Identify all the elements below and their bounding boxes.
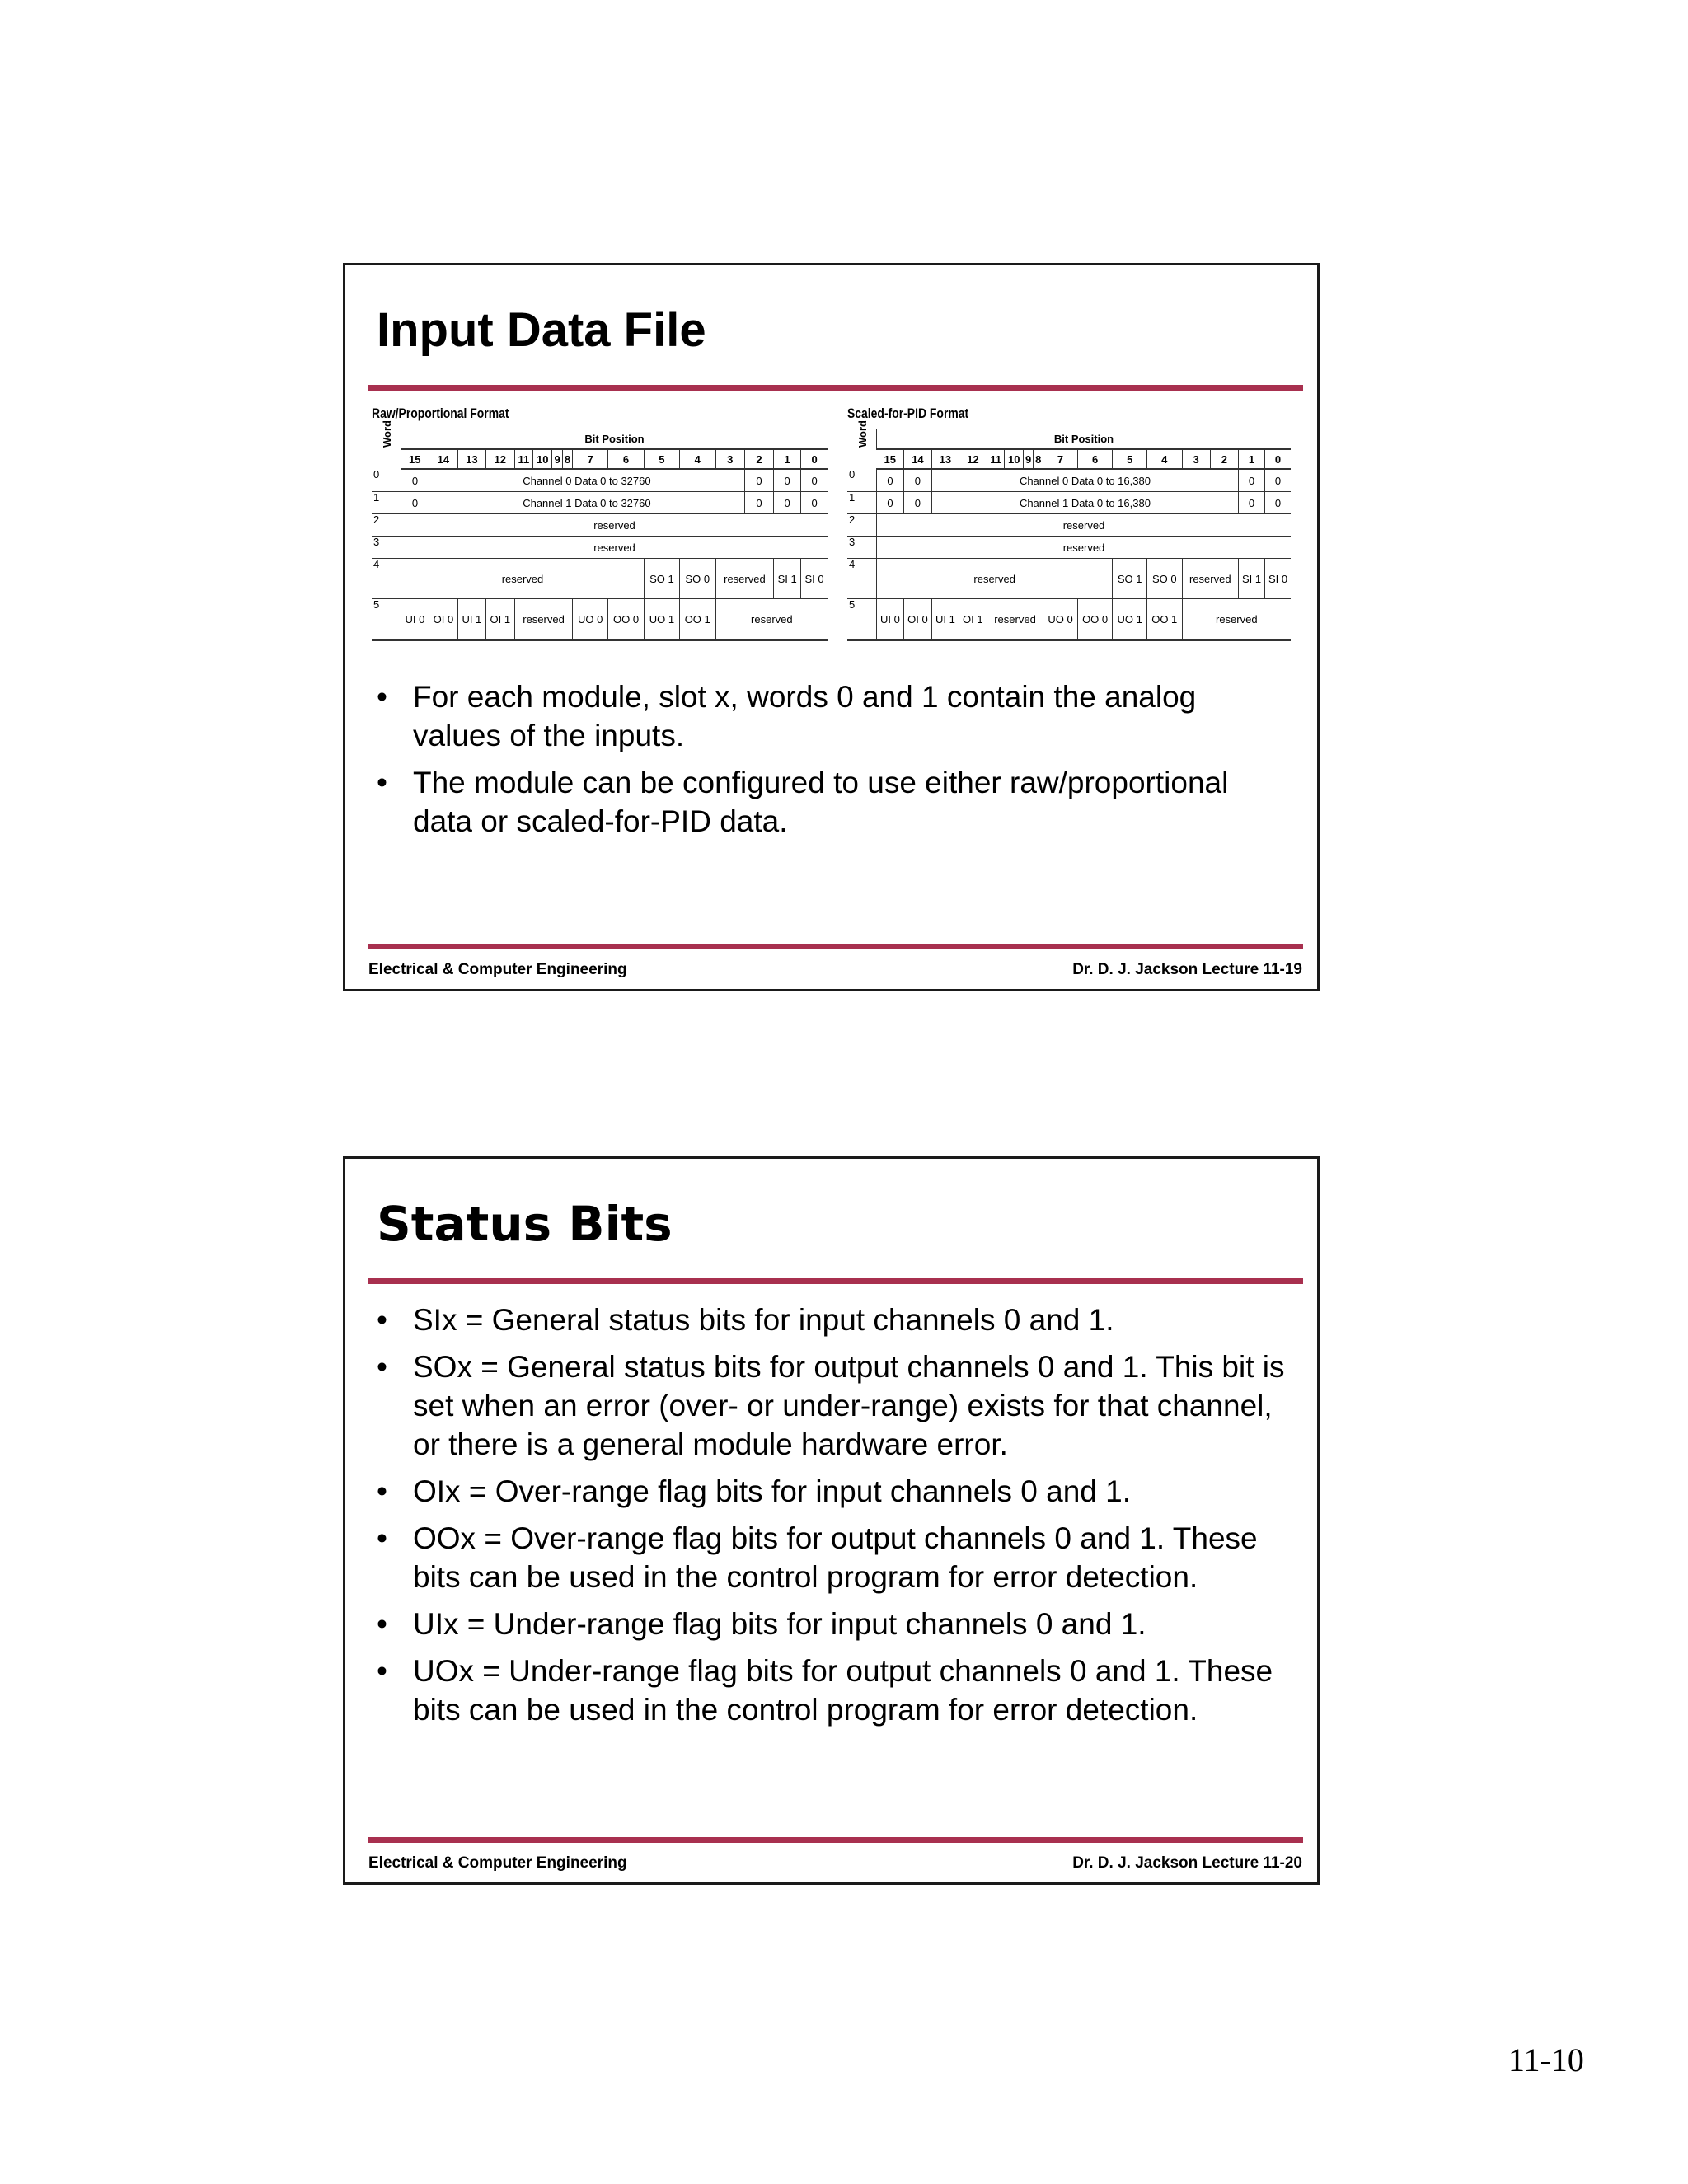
word-number: 3 <box>372 537 401 559</box>
bit-cell: 0 <box>903 469 931 492</box>
bit-header: 9 <box>552 449 562 469</box>
status-bit-cell: SO 1 <box>1113 559 1147 599</box>
bit-cell: 0 <box>744 469 773 492</box>
slide-title: Input Data File <box>377 303 706 357</box>
flag-bit-cell: OI 0 <box>903 599 931 640</box>
bit-cell: 0 <box>801 492 828 514</box>
bit-cell: 0 <box>876 492 903 514</box>
slide-status-bits <box>343 1156 1320 1885</box>
bit-cell: 0 <box>1239 492 1265 514</box>
bullet-item <box>377 1519 1292 1596</box>
bit-number-header-row <box>847 449 1291 469</box>
bit-header: 6 <box>608 449 645 469</box>
table-caption: Raw/Proportional Format <box>372 405 509 421</box>
bit-cell: 0 <box>903 492 931 514</box>
bullet-dot: • <box>377 1350 387 1384</box>
bit-header: 11 <box>987 449 1005 469</box>
flag-bit-cell: OO 0 <box>1077 599 1113 640</box>
bit-header: 5 <box>644 449 679 469</box>
bit-header: 15 <box>401 449 429 469</box>
table-row <box>847 537 1291 559</box>
bullet-text: For each module, slot x, words 0 and 1 contain the analog values of the inputs. <box>413 680 1197 752</box>
table-caption: Scaled-for-PID Format <box>847 405 969 421</box>
word-number: 0 <box>847 469 876 492</box>
word-number: 2 <box>847 514 876 537</box>
bullet-item <box>377 1472 1292 1511</box>
bit-header: 12 <box>959 449 987 469</box>
bit-header: 3 <box>715 449 744 469</box>
bullet-item <box>377 677 1292 755</box>
bit-header: 13 <box>931 449 959 469</box>
word-number: 0 <box>372 469 401 492</box>
bullet-dot: • <box>377 1474 387 1508</box>
footer-department: Electrical & Computer Engineering <box>368 961 627 978</box>
bit-header: 1 <box>1239 449 1265 469</box>
flag-bit-cell: OO 1 <box>1146 599 1182 640</box>
bit-table <box>847 420 1291 641</box>
bullet-text: The module can be configured to use either raw/proportional data or scaled-for-PID data. <box>413 766 1229 838</box>
bullet-text: UOx = Under-range flag bits for output channels 0 and 1. These bits can be used in the control program for error detection. <box>413 1654 1273 1727</box>
channel-data-cell: Channel 1 Data 0 to 32760 <box>429 492 744 514</box>
table-row <box>372 514 828 537</box>
flag-bit-cell: OI 1 <box>959 599 987 640</box>
bit-header: 14 <box>429 449 457 469</box>
bit-cell: 0 <box>401 469 429 492</box>
bit-header: 7 <box>1043 449 1078 469</box>
bullet-dot: • <box>377 766 387 799</box>
bit-header: 5 <box>1113 449 1147 469</box>
bit-cell: 0 <box>801 469 828 492</box>
bullet-dot: • <box>377 1521 387 1555</box>
table-row <box>372 469 828 492</box>
bit-cell: 0 <box>744 492 773 514</box>
channel-data-cell: Channel 0 Data 0 to 32760 <box>429 469 744 492</box>
reserved-cell: reserved <box>876 537 1291 559</box>
bullet-text: OIx = Over-range flag bits for input channels 0 and 1. <box>413 1474 1132 1508</box>
title-rule <box>368 1278 1303 1284</box>
word-number: 4 <box>847 559 876 599</box>
bullet-item <box>377 1347 1292 1464</box>
bullet-text: OOx = Over-range flag bits for output channels 0 and 1. These bits can be used in the control program for error detection. <box>413 1521 1258 1594</box>
bit-header: 14 <box>903 449 931 469</box>
bit-header: 10 <box>533 449 552 469</box>
page-number: 11-10 <box>1508 2041 1584 2079</box>
bit-table <box>372 420 828 641</box>
bit-header: 9 <box>1024 449 1034 469</box>
bit-header: 12 <box>485 449 514 469</box>
word-number: 3 <box>847 537 876 559</box>
footer-rule <box>368 944 1303 949</box>
bit-position-label: Bit Position <box>876 429 1291 449</box>
bit-header: 15 <box>876 449 903 469</box>
bit-header: 6 <box>1077 449 1113 469</box>
bit-header: 4 <box>679 449 715 469</box>
status-bit-cell: SO 0 <box>1146 559 1182 599</box>
status-bit-cell: SI 0 <box>801 559 828 599</box>
status-bit-cell: SO 1 <box>644 559 679 599</box>
table-row <box>372 599 828 640</box>
table-row <box>847 514 1291 537</box>
bullet-list <box>377 1301 1292 1737</box>
table-row <box>372 559 828 599</box>
slide-input-data-file <box>343 263 1320 991</box>
flag-bit-cell: UI 0 <box>401 599 429 640</box>
bit-cell: 0 <box>774 469 801 492</box>
bit-header: 3 <box>1182 449 1210 469</box>
reserved-cell: reserved <box>876 559 1112 599</box>
flag-bit-cell: OO 0 <box>608 599 645 640</box>
flag-bit-cell: UO 0 <box>1043 599 1078 640</box>
bullet-text: SIx = General status bits for input channels 0 and 1. <box>413 1303 1114 1337</box>
flag-bit-cell: UI 1 <box>457 599 485 640</box>
status-bit-cell: SI 0 <box>1265 559 1291 599</box>
bullet-text: SOx = General status bits for output channels 0 and 1. This bit is set when an error (over- or under-range) exists for that channel, or there is a general module hardware error. <box>413 1350 1285 1461</box>
bit-cell: 0 <box>774 492 801 514</box>
reserved-cell: reserved <box>1182 599 1291 640</box>
table-row <box>372 537 828 559</box>
scaled-for-pid-format-table <box>847 405 1291 641</box>
table-row <box>847 469 1291 492</box>
bullet-dot: • <box>377 1607 387 1641</box>
bit-header: 1 <box>774 449 801 469</box>
status-bit-cell: SI 1 <box>1239 559 1265 599</box>
title-rule <box>368 385 1303 391</box>
flag-bit-cell: UI 0 <box>876 599 903 640</box>
status-bit-cell: SO 0 <box>679 559 715 599</box>
word-number: 4 <box>372 559 401 599</box>
bullet-item <box>377 763 1292 841</box>
bullet-list <box>377 677 1292 849</box>
word-number: 5 <box>847 599 876 640</box>
bit-header: 4 <box>1146 449 1182 469</box>
flag-bit-cell: OO 1 <box>679 599 715 640</box>
table-row <box>847 599 1291 640</box>
word-number: 1 <box>372 492 401 514</box>
bit-header: 2 <box>744 449 773 469</box>
flag-bit-cell: UO 1 <box>1113 599 1147 640</box>
word-number: 2 <box>372 514 401 537</box>
bit-header: 2 <box>1210 449 1238 469</box>
flag-bit-cell: OI 0 <box>429 599 457 640</box>
bit-cell: 0 <box>876 469 903 492</box>
status-bit-cell: SI 1 <box>774 559 801 599</box>
bit-cell: 0 <box>1265 492 1291 514</box>
footer-lecture: Dr. D. J. Jackson Lecture 11-19 <box>1072 961 1302 978</box>
reserved-cell: reserved <box>715 599 828 640</box>
bit-header: 7 <box>573 449 608 469</box>
bullet-dot: • <box>377 680 387 714</box>
bit-number-header-row <box>372 449 828 469</box>
footer-rule <box>368 1837 1303 1843</box>
bit-header: 10 <box>1005 449 1024 469</box>
reserved-cell: reserved <box>715 559 773 599</box>
bit-cell: 0 <box>1239 469 1265 492</box>
reserved-cell: reserved <box>876 514 1291 537</box>
bit-header: 11 <box>514 449 532 469</box>
bullet-dot: • <box>377 1303 387 1337</box>
bullet-dot: • <box>377 1654 387 1688</box>
footer-department: Electrical & Computer Engineering <box>368 1854 627 1872</box>
table-row <box>372 492 828 514</box>
channel-data-cell: Channel 0 Data 0 to 16,380 <box>931 469 1238 492</box>
reserved-cell: reserved <box>401 559 644 599</box>
flag-bit-cell: UI 1 <box>931 599 959 640</box>
reserved-cell: reserved <box>1182 559 1238 599</box>
word-column-label: Word <box>856 420 869 448</box>
bullet-item <box>377 1605 1292 1643</box>
reserved-cell: reserved <box>514 599 572 640</box>
slide-title: Status Bits <box>377 1196 673 1252</box>
word-number: 1 <box>847 492 876 514</box>
bit-header: 8 <box>562 449 572 469</box>
bullet-item <box>377 1652 1292 1729</box>
bit-cell: 0 <box>401 492 429 514</box>
flag-bit-cell: OI 1 <box>485 599 514 640</box>
reserved-cell: reserved <box>401 537 828 559</box>
word-number: 5 <box>372 599 401 640</box>
raw-proportional-format-table <box>372 405 828 641</box>
flag-bit-cell: UO 0 <box>573 599 608 640</box>
bit-header: 0 <box>1265 449 1291 469</box>
bit-header: 8 <box>1034 449 1043 469</box>
channel-data-cell: Channel 1 Data 0 to 16,380 <box>931 492 1238 514</box>
bullet-text: UIx = Under-range flag bits for input channels 0 and 1. <box>413 1607 1146 1641</box>
bit-cell: 0 <box>1265 469 1291 492</box>
flag-bit-cell: UO 1 <box>644 599 679 640</box>
footer-lecture: Dr. D. J. Jackson Lecture 11-20 <box>1072 1854 1302 1872</box>
table-row <box>847 492 1291 514</box>
bit-header: 13 <box>457 449 485 469</box>
word-column-label: Word <box>380 420 393 448</box>
reserved-cell: reserved <box>987 599 1043 640</box>
bullet-item <box>377 1301 1292 1339</box>
reserved-cell: reserved <box>401 514 828 537</box>
bit-header: 0 <box>801 449 828 469</box>
table-row <box>847 559 1291 599</box>
bit-position-label: Bit Position <box>401 429 828 449</box>
